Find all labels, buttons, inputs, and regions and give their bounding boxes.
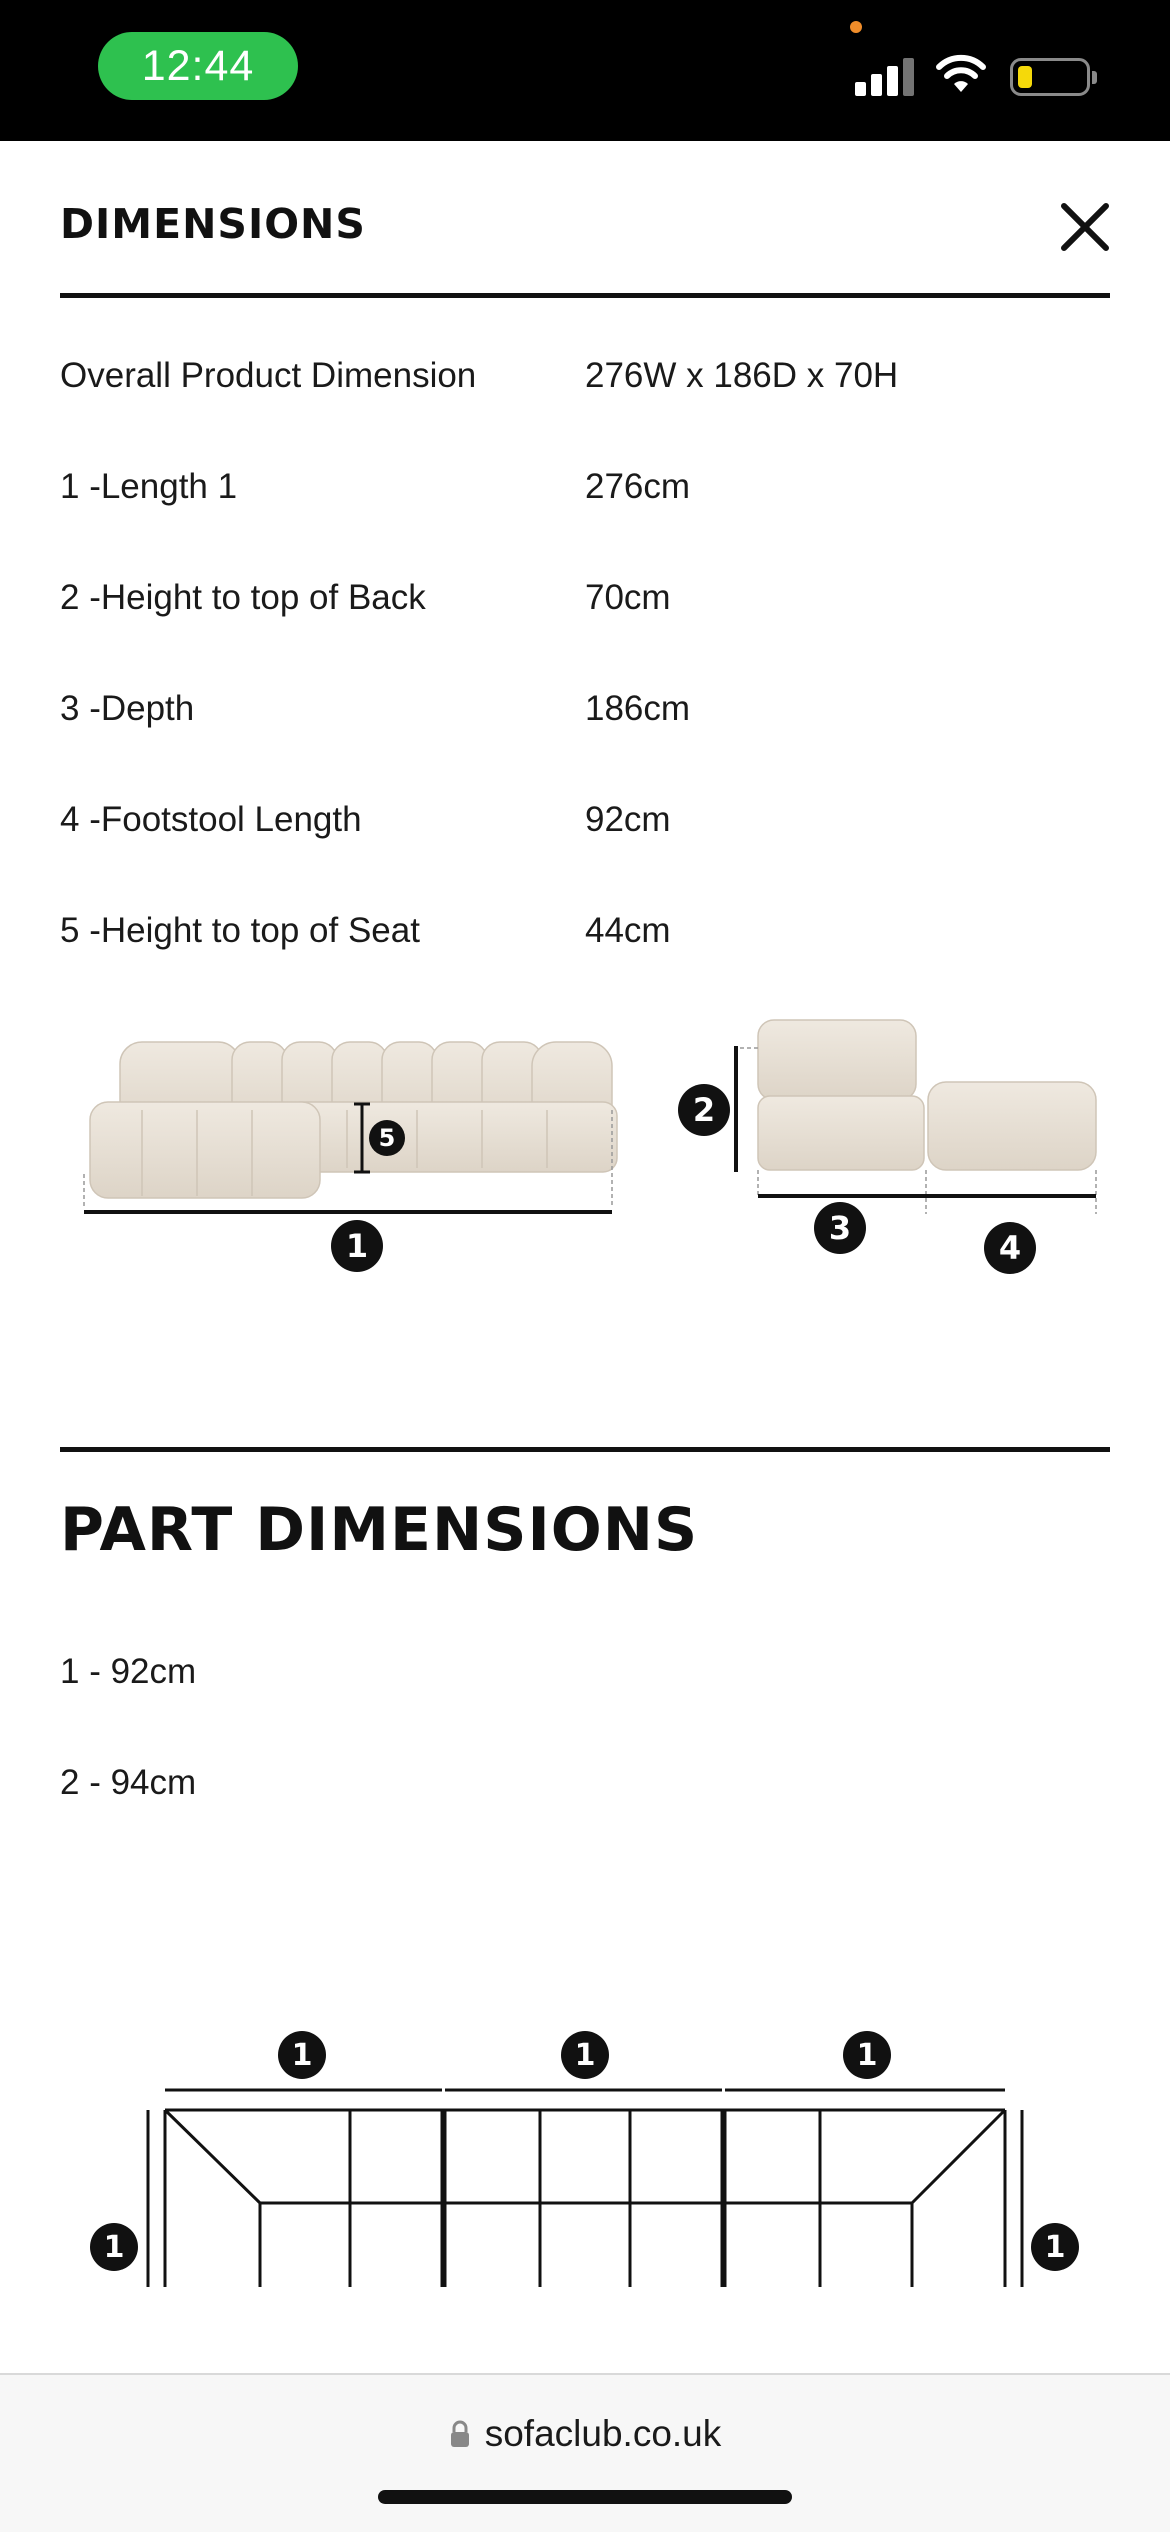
status-bar	[0, 0, 1170, 141]
close-icon[interactable]	[1058, 200, 1112, 254]
spec-value: 276cm	[585, 467, 691, 506]
marker-label: 1	[856, 2038, 878, 2073]
marker-label: 3	[828, 1209, 852, 1247]
marker-2-icon	[678, 1084, 730, 1136]
spec-row-footstool	[60, 800, 1110, 850]
marker-1-icon	[843, 2031, 891, 2079]
privacy-indicator-dot	[850, 21, 862, 33]
marker-label: 2	[692, 1091, 716, 1129]
marker-label: 4	[998, 1229, 1022, 1267]
marker-label: 1	[574, 2038, 596, 2073]
spec-value: 92cm	[585, 800, 671, 839]
part-dimension-item: 1 - 92cm	[60, 1652, 197, 1691]
spec-value: 276W x 186D x 70H	[585, 356, 899, 395]
sofa-side-diagram	[670, 1000, 1110, 1290]
marker-3-icon	[814, 1202, 866, 1254]
browser-address-bar[interactable]	[0, 2373, 1170, 2532]
part-dimension-item: 2 - 94cm	[60, 1763, 197, 1802]
url-display[interactable]	[0, 2413, 1170, 2455]
home-indicator[interactable]	[378, 2490, 792, 2504]
battery-low-icon	[1010, 58, 1090, 96]
spec-label: 4 -Footstool Length	[60, 800, 362, 839]
marker-1-icon	[90, 2223, 138, 2271]
spec-label: Overall Product Dimension	[60, 356, 477, 395]
marker-4-icon	[984, 1222, 1036, 1274]
marker-1-icon	[561, 2031, 609, 2079]
divider-line	[60, 1447, 1110, 1452]
spec-label: 1 -Length 1	[60, 467, 238, 506]
marker-label: 1	[345, 1227, 369, 1265]
status-time[interactable]: 12:44	[98, 32, 298, 100]
marker-label: 1	[103, 2230, 125, 2265]
spec-label: 3 -Depth	[60, 689, 195, 728]
spec-row-overall	[60, 356, 1110, 406]
sofa-plan-diagram	[80, 2015, 1100, 2295]
spec-value: 186cm	[585, 689, 691, 728]
marker-5-icon	[369, 1120, 405, 1156]
dimensions-title: DIMENSIONS	[60, 200, 366, 248]
spec-label: 2 -Height to top of Back	[60, 578, 426, 617]
spec-value: 70cm	[585, 578, 671, 617]
plan-outline	[165, 2110, 1005, 2287]
marker-label: 5	[378, 1124, 396, 1152]
spec-row-length	[60, 467, 1110, 517]
spec-value: 44cm	[585, 911, 671, 950]
cellular-signal-icon	[855, 56, 917, 96]
spec-label: 5 -Height to top of Seat	[60, 911, 420, 950]
spec-row-seat-height	[60, 911, 1110, 961]
marker-1-icon	[278, 2031, 326, 2079]
sofa-front-diagram	[72, 1000, 632, 1280]
marker-label: 1	[291, 2038, 313, 2073]
sofa-seat-cushions	[90, 1102, 617, 1198]
marker-label: 1	[1044, 2230, 1066, 2265]
spec-row-back-height	[60, 578, 1110, 628]
spec-row-depth	[60, 689, 1110, 739]
url-text: sofaclub.co.uk	[484, 2413, 722, 2454]
marker-1-icon	[331, 1220, 383, 1272]
divider-line	[60, 293, 1110, 298]
wifi-icon	[935, 52, 987, 96]
marker-1-icon	[1031, 2223, 1079, 2271]
part-dimensions-title: PART DIMENSIONS	[60, 1495, 699, 1565]
lock-icon	[449, 2419, 471, 2449]
